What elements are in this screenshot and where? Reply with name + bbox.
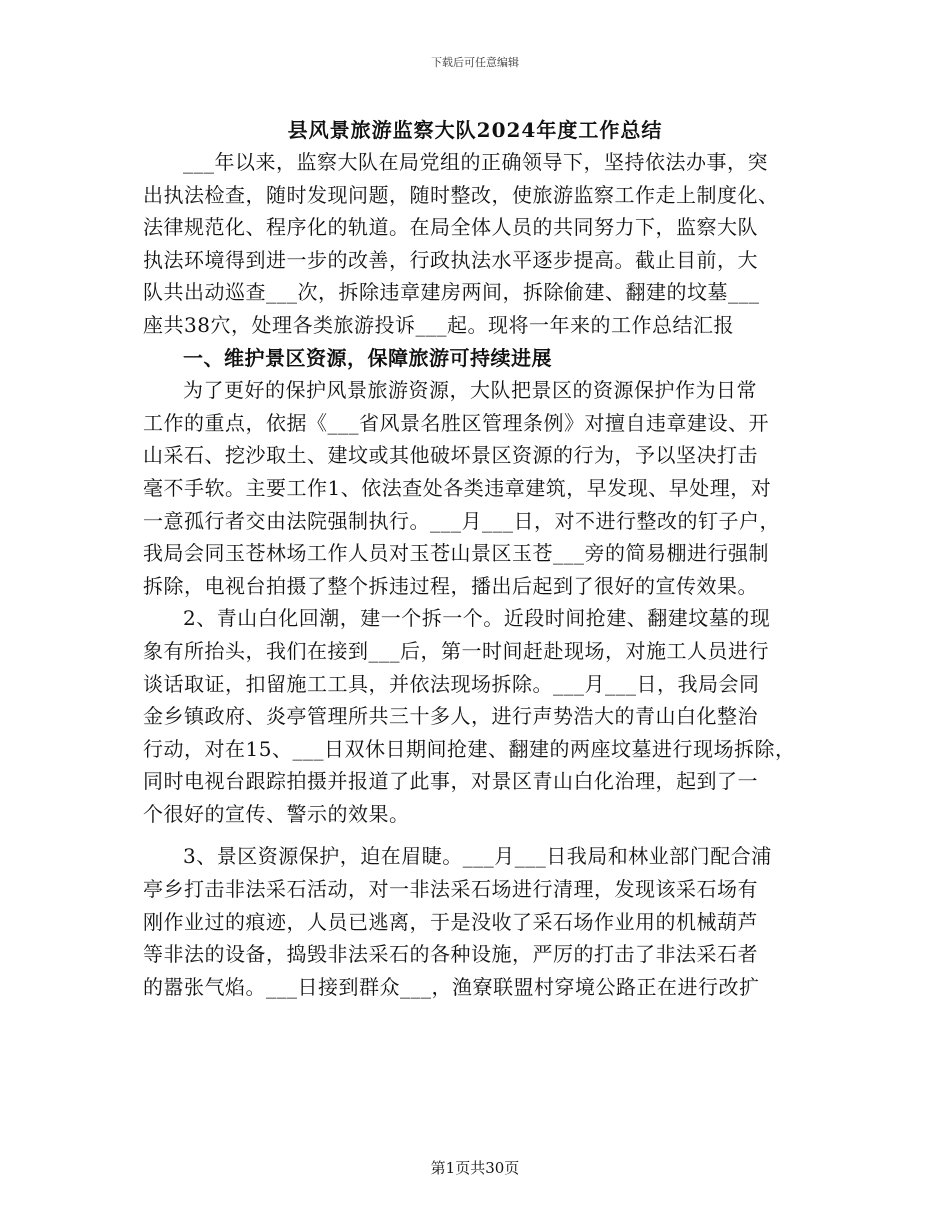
paragraph-line: 谈话取证，扣留施工工具，并依法现场拆除。___月___日，我局会同 [143,671,760,696]
page-number: 第1页共30页 [430,1159,520,1177]
paragraph-line: 执法环境得到进一步的改善，行政执法水平逐步提高。截止目前，大 [143,247,758,272]
paragraph-line: 个很好的宣传、警示的效果。 [143,801,410,826]
paragraph-line: 为了更好的保护风景旅游资源，大队把景区的资源保护作为日常 [183,378,757,403]
paragraph-line: 行动，对在15、___日双休日期间抢建、翻建的两座坟墓进行现场拆除， [143,736,796,761]
paragraph-line: 3、景区资源保护，迫在眉睫。___月___日我局和林业部门配合浦 [183,844,772,869]
paragraph-line: 队共出动巡查___次，拆除违章建房两间，拆除偷建、翻建的坟墓___ [143,280,760,305]
paragraph-line: ___年以来，监察大队在局党组的正确领导下，坚持依法办事，突 [183,150,768,174]
paragraph-line: 工作的重点，依据《___省风景名胜区管理条例》对擅自违章建设、开 [143,410,769,435]
paragraph-line: 象有所抬头，我们在接到___后，第一时间赶赴现场，对施工人员进行 [143,638,769,663]
paragraph-line: 刚作业过的痕迹，人员已逃离，于是没收了采石场作业用的机械葫芦 [143,909,758,934]
paragraph-line: 出执法检查，随时发现问题，随时整改，使旅游监察工作走上制度化、 [143,182,779,207]
paragraph-line: 亭乡打击非法采石活动，对一非法采石场进行清理，发现该采石场有 [143,877,758,902]
paragraph-line: 毫不手软。主要工作1、依法查处各类违章建筑，早发现、早处理，对 [143,475,772,500]
paragraph-line: 法律规范化、程序化的轨道。在局全体人员的共同努力下，监察大队 [143,215,758,240]
paragraph-line: 山采石、挖沙取土、建坟或其他破坏景区资源的行为，予以坚决打击 [143,443,758,468]
document-title: 县风景旅游监察大队2024年度工作总结 [287,118,663,142]
paragraph-line: 2、青山白化回潮，建一个拆一个。近段时间抢建、翻建坟墓的现 [183,606,771,631]
paragraph-line: 我局会同玉苍林场工作人员对玉苍山景区玉苍___旁的简易棚进行强制 [143,541,769,566]
section-heading: 一、维护景区资源，保障旅游可持续进展 [183,345,552,370]
document-body [143,146,823,1003]
paragraph-gap [143,830,823,840]
paragraph-line: 座共38穴，处理各类旅游投诉___起。现将一年来的工作总结汇报 [143,312,734,337]
paragraph-line: 等非法的设备，捣毁非法采石的各种设施，严厉的打击了非法采石者 [143,942,758,967]
header-note: 下载后可任意编辑 [431,56,519,69]
paragraph-line: 的嚣张气焰。___日接到群众___，渔寮联盟村穿境公路正在进行改扩 [143,974,760,999]
paragraph-line: 拆除，电视台拍摄了整个拆违过程，播出后起到了很好的宣传效果。 [143,573,758,598]
paragraph-line: 金乡镇政府、炎亭管理所共三十多人，进行声势浩大的青山白化整治 [143,704,758,729]
paragraph-line: 一意孤行者交由法院强制执行。___月___日，对不进行整改的钉子户， [143,508,780,533]
paragraph-line: 同时电视台跟踪拍摄并报道了此事，对景区青山白化治理，起到了一 [143,769,758,794]
